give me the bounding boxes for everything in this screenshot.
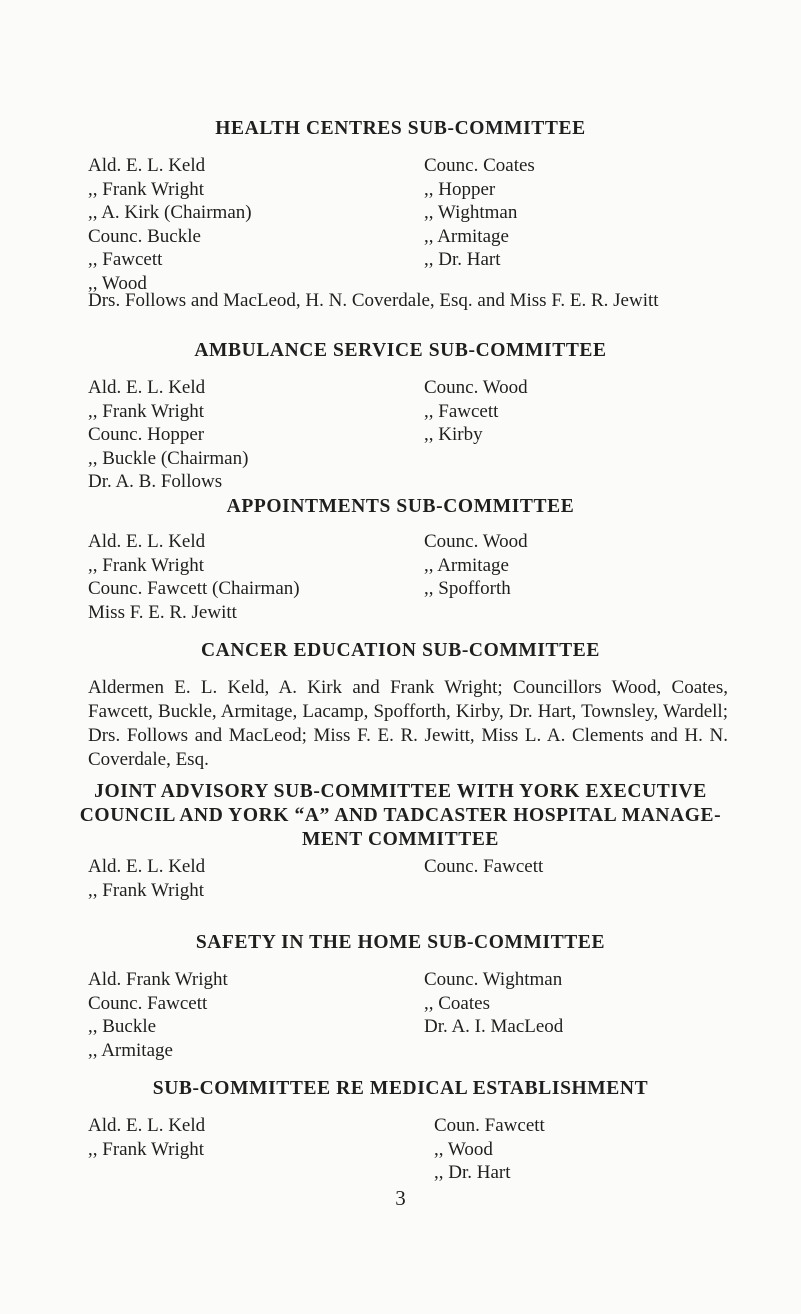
member: ,, Buckle (Chairman) [88, 447, 249, 469]
member: ,, Armitage [424, 225, 509, 247]
heading-line: JOINT ADVISORY SUB-COMMITTEE WITH YORK EXECUTIVE [94, 781, 707, 802]
ambulance-left-members [88, 376, 248, 494]
member: ,, Coates [424, 992, 490, 1014]
member: ,, Kirby [424, 424, 483, 445]
member: Counc. Fawcett [424, 856, 544, 877]
member: ,, Frank Wright [88, 879, 205, 901]
heading-line: MENT COMMITTEE [301, 829, 500, 850]
member: ,, Wightman [424, 202, 518, 223]
member: ,, Armitage [88, 1039, 173, 1061]
health-centres-left-members [88, 154, 252, 295]
member: Ald. E. L. Keld [88, 377, 206, 398]
member: Counc. Wood [424, 377, 528, 398]
member: Counc. Wood [424, 531, 528, 552]
heading-line: COUNCIL AND YORK “A” AND TADCASTER HOSPITAL MANAGE- [79, 805, 722, 826]
member: ,, Hopper [424, 178, 496, 200]
member: Ald. E. L. Keld [88, 531, 206, 552]
medical-establishment-heading: SUB-COMMITTEE RE MEDICAL ESTABLISHMENT [152, 1078, 649, 1099]
ambulance-right-members [424, 376, 528, 447]
medical-establishment-left-members [88, 1114, 205, 1161]
cancer-education-members: Aldermen E. L. Keld, A. Kirk and Frank Wright; Councillors Wood, Coates, Fawcett, Buckle, Armitage, Lacamp, Spofforth, Kirby, Dr. Hart, Townsley, Wardell; Drs. Follows and MacLeod; Miss F. E. R. Jewitt, Miss L. A. Clements and H. N. Coverdale, Esq. [88, 677, 728, 770]
member: ,, Dr. Hart [424, 249, 501, 270]
safety-home-heading: SAFETY IN THE HOME SUB-COMMITTEE [195, 932, 606, 953]
member: Ald. Frank Wright [88, 969, 228, 990]
medical-establishment-right-members [434, 1114, 545, 1185]
member: Dr. A. B. Follows [88, 471, 223, 492]
member: Counc. Fawcett [88, 992, 208, 1014]
appointments-heading: APPOINTMENTS SUB-COMMITTEE [226, 496, 575, 517]
member: ,, Wood [88, 272, 147, 294]
member: Dr. A. I. MacLeod [424, 1016, 564, 1037]
member: ,, Frank Wright [88, 1138, 205, 1160]
joint-advisory-heading [0, 780, 801, 852]
health-centres-note: Drs. Follows and MacLeod, H. N. Coverdale, Esq. and Miss F. E. R. Jewitt [88, 290, 659, 311]
page-number: 3 [395, 1186, 406, 1210]
health-centres-right-members [424, 154, 535, 272]
ambulance-heading: AMBULANCE SERVICE SUB-COMMITTEE [194, 340, 607, 361]
health-centres-heading: HEALTH CENTRES SUB-COMMITTEE [215, 118, 586, 139]
member: ,, Frank Wright [88, 178, 205, 200]
member: ,, Frank Wright [88, 400, 205, 422]
member: ,, A. Kirk (Chairman) [88, 202, 252, 223]
member: Counc. Buckle [88, 225, 201, 247]
member: ,, Buckle [88, 1016, 157, 1037]
member: Miss F. E. R. Jewitt [88, 601, 237, 623]
member: ,, Armitage [424, 554, 509, 576]
safety-home-left-members [88, 968, 228, 1062]
member: Counc. Coates [424, 155, 535, 176]
safety-home-right-members [424, 968, 563, 1039]
member: ,, Spofforth [424, 578, 511, 599]
appointments-left-members [88, 530, 300, 624]
member: Ald. E. L. Keld [88, 155, 206, 176]
member: ,, Fawcett [88, 249, 163, 270]
member: Coun. Fawcett [434, 1115, 545, 1136]
member: Counc. Wightman [424, 969, 563, 990]
member: ,, Dr. Hart [434, 1162, 511, 1183]
member: ,, Fawcett [424, 400, 499, 422]
joint-advisory-left-members [88, 855, 205, 902]
member: ,, Wood [434, 1138, 493, 1160]
joint-advisory-right-members [424, 855, 543, 879]
member: Ald. E. L. Keld [88, 1115, 206, 1136]
member: Ald. E. L. Keld [88, 856, 206, 877]
member: ,, Frank Wright [88, 554, 205, 576]
appointments-right-members [424, 530, 528, 601]
cancer-education-heading: CANCER EDUCATION SUB-COMMITTEE [200, 640, 600, 661]
member: Counc. Fawcett (Chairman) [88, 578, 300, 599]
member: Counc. Hopper [88, 424, 205, 445]
